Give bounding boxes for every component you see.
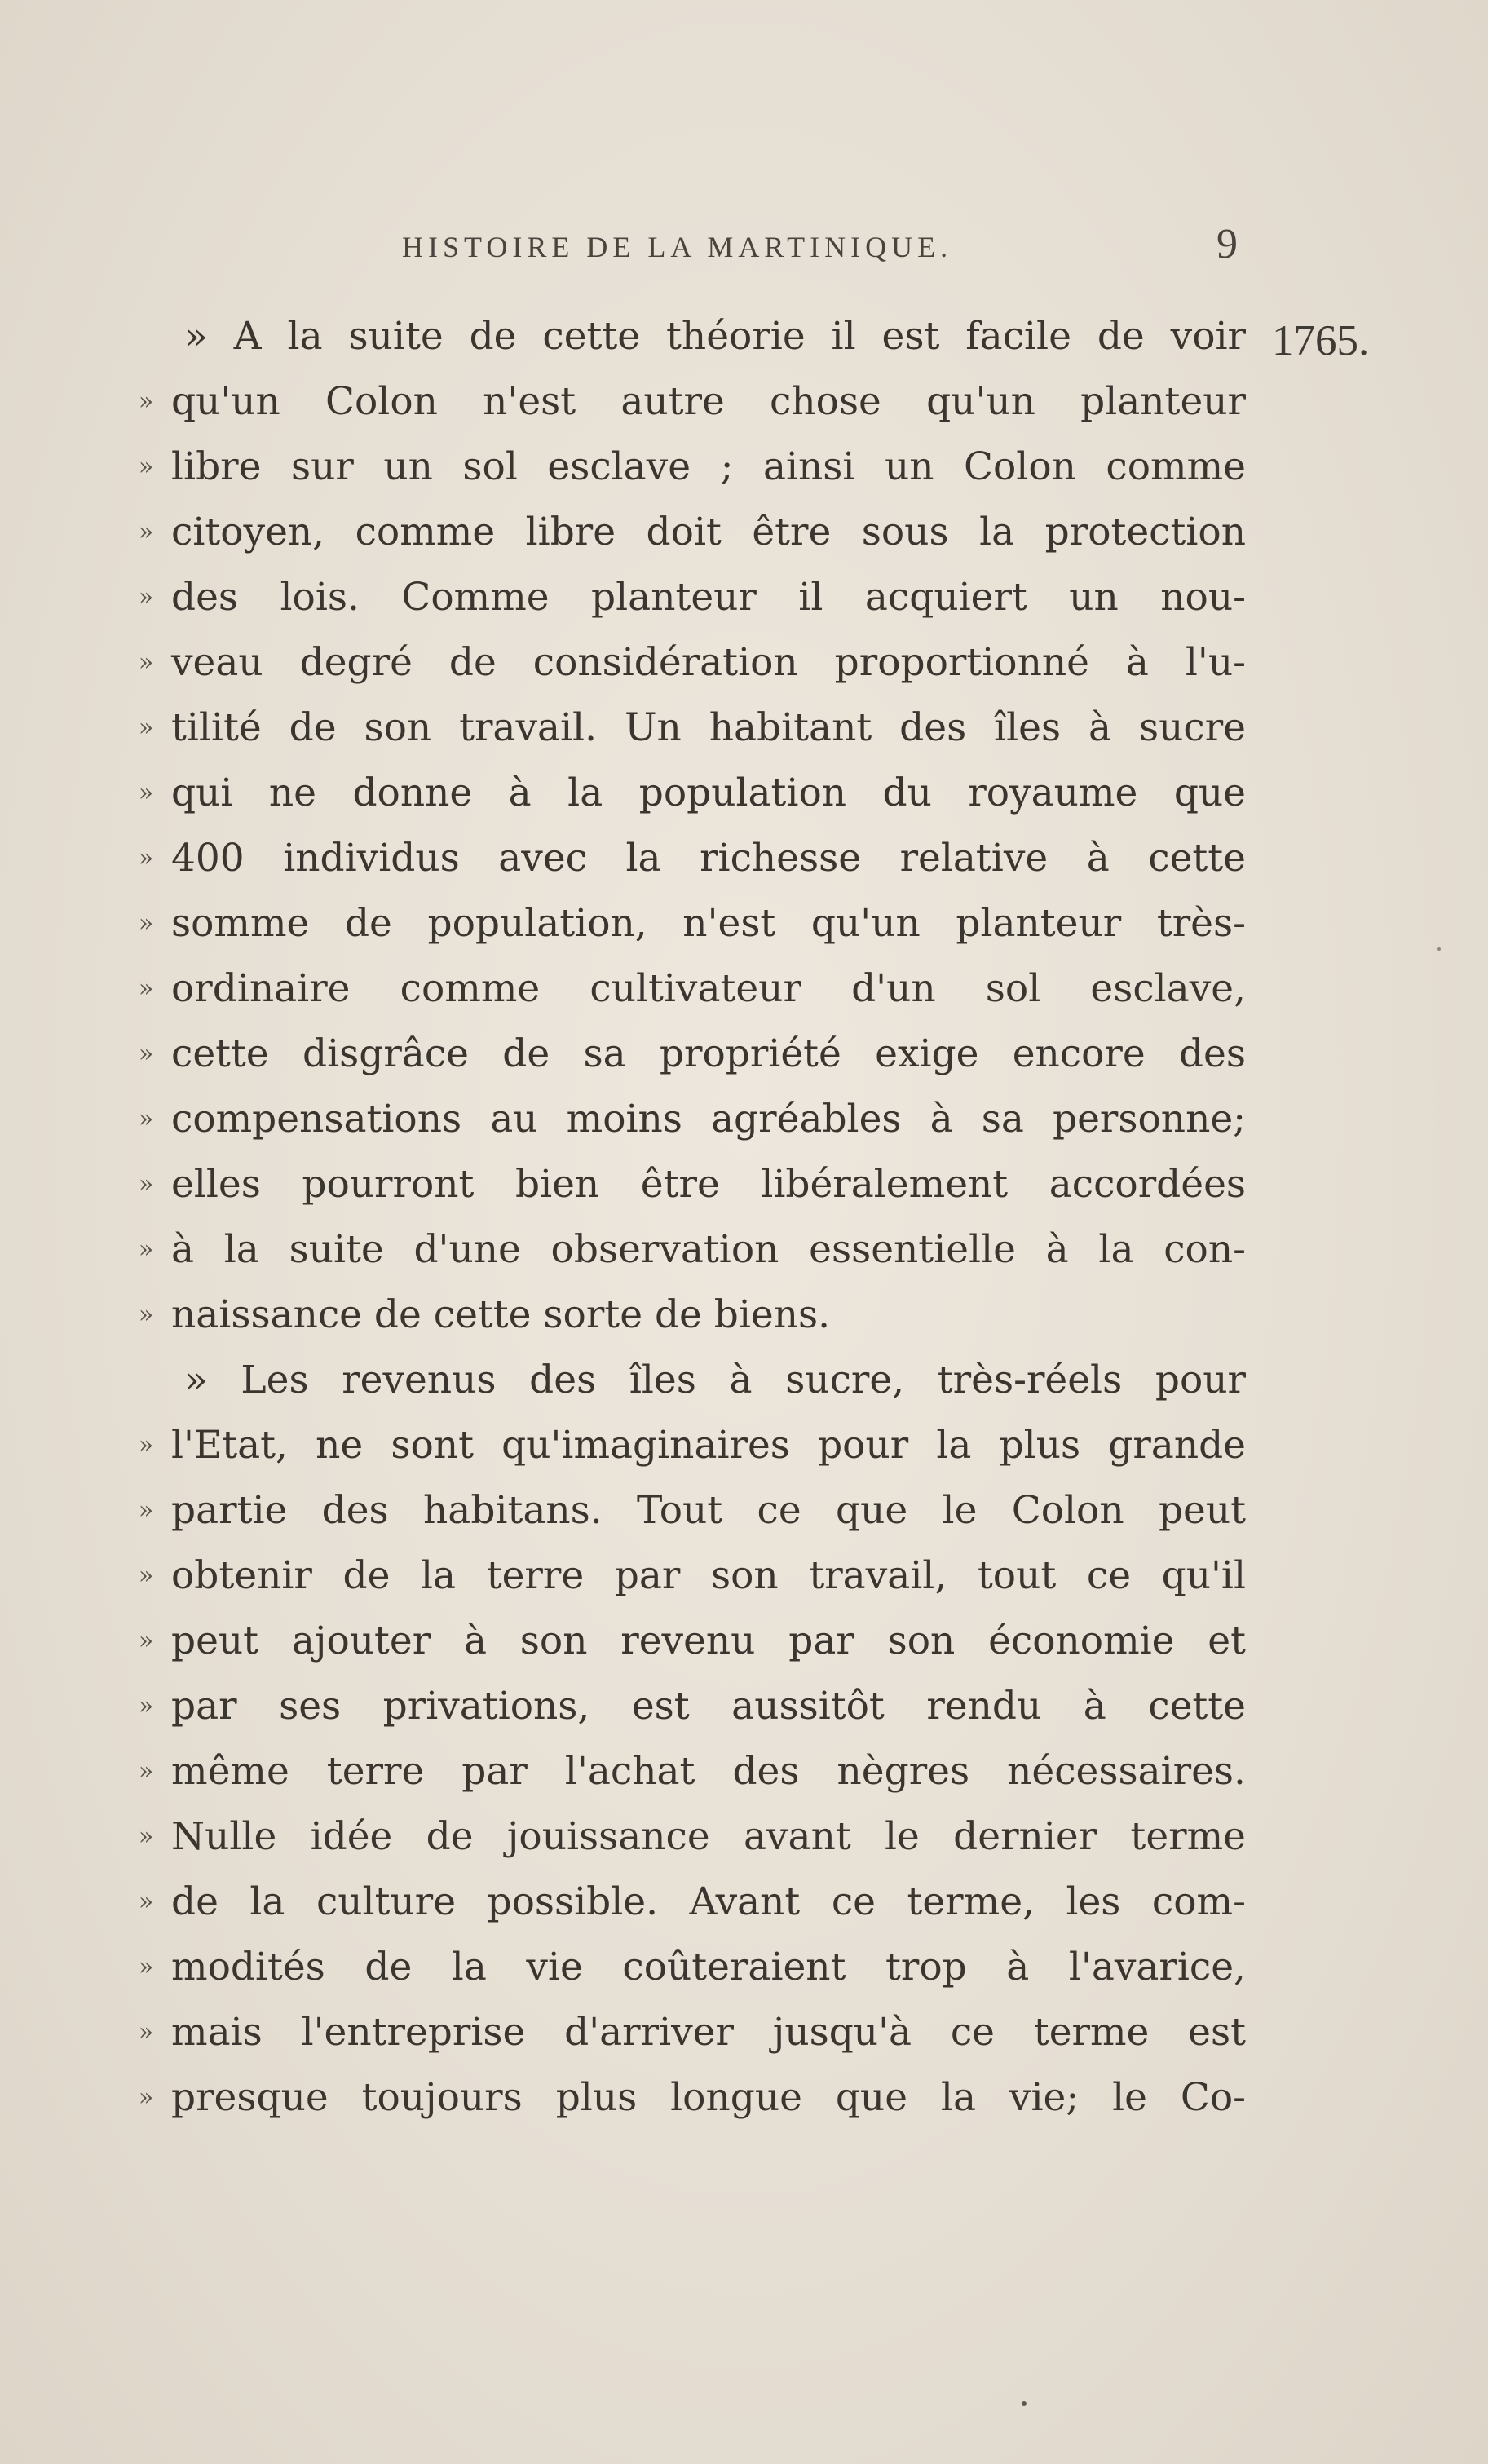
line-text: presque toujours plus longue que la vie; le Co- [171, 2074, 1246, 2120]
text-line [121, 1086, 1246, 1151]
quote-marker: » [138, 713, 154, 742]
quote-marker: » [138, 452, 154, 481]
text-line [121, 2064, 1246, 2130]
line-text: compensations au moins agréables à sa personne; [171, 1096, 1246, 1141]
line-text: veau degré de considération proportionné à l'u- [171, 639, 1246, 685]
line-text: de la culture possible. Avant ce terme, les com- [171, 1879, 1246, 1924]
text-line [121, 629, 1246, 695]
line-text: des lois. Comme planteur il acquiert un nou- [171, 574, 1246, 620]
text-line [121, 1412, 1246, 1477]
quote-marker: » [138, 843, 154, 872]
quote-marker: » [138, 1626, 154, 1655]
line-text: tilité de son travail. Un habitant des îles à sucre [171, 704, 1246, 750]
line-text: obtenir de la terre par son travail, tout ce qu'il [171, 1552, 1246, 1598]
quote-marker: » [138, 1887, 154, 1916]
text-line [121, 1738, 1246, 1804]
line-text: par ses privations, est aussitôt rendu à cette [171, 1683, 1246, 1729]
line-text: » A la suite de cette théorie il est facile de voir [184, 313, 1246, 359]
quote-marker: » [138, 1561, 154, 1590]
text-line [121, 1608, 1246, 1673]
page-number: 9 [1216, 221, 1238, 267]
quote-marker: » [138, 1234, 154, 1264]
quote-marker: » [138, 2082, 154, 2112]
text-line [121, 499, 1246, 564]
text-line [121, 1673, 1246, 1738]
line-text: elles pourront bien être libéralement accordées [171, 1161, 1246, 1207]
quote-marker: » [138, 386, 154, 416]
quote-marker: » [138, 1039, 154, 1068]
text-line [121, 1543, 1246, 1608]
quote-marker: » [138, 582, 154, 612]
quote-marker: » [138, 1756, 154, 1786]
line-text: Nulle idée de jouissance avant le dernier terme [171, 1813, 1246, 1859]
line-text: naissance de cette sorte de biens. [171, 1292, 831, 1337]
text-line [121, 890, 1246, 956]
quote-marker: » [138, 908, 154, 938]
line-text: peut ajouter à son revenu par son économie et [171, 1618, 1246, 1663]
line-text: » Les revenus des îles à sucre, très-réels pour [184, 1357, 1246, 1402]
quote-marker: » [138, 2017, 154, 2047]
text-line [121, 434, 1246, 499]
running-title: HISTOIRE DE LA MARTINIQUE. [402, 231, 953, 263]
text-line [121, 1021, 1246, 1086]
line-text: somme de population, n'est qu'un planteur très- [171, 900, 1246, 946]
quote-marker: » [138, 974, 154, 1003]
quote-marker: » [138, 1691, 154, 1720]
line-text: cette disgrâce de sa propriété exige encore des [171, 1031, 1246, 1076]
line-text: citoyen, comme libre doit être sous la protection [171, 509, 1246, 554]
text-line [121, 956, 1246, 1021]
line-text: libre sur un sol esclave ; ainsi un Colon comme [171, 444, 1246, 489]
quote-marker: » [138, 647, 154, 677]
text-line [121, 760, 1246, 825]
quote-marker: » [138, 1169, 154, 1199]
text-line [121, 369, 1246, 434]
text-line [121, 1934, 1246, 1999]
quote-marker: » [138, 1300, 154, 1329]
quote-marker: » [138, 1495, 154, 1525]
text-line [121, 564, 1246, 629]
line-text: partie des habitans. Tout ce que le Colon peut [171, 1487, 1246, 1533]
text-line [121, 1477, 1246, 1543]
quote-marker: » [138, 1430, 154, 1459]
text-line [121, 1999, 1246, 2064]
text-line [121, 1282, 1246, 1347]
quote-marker: » [138, 517, 154, 546]
line-text: l'Etat, ne sont qu'imaginaires pour la plus grande [171, 1422, 1246, 1468]
text-line [121, 1869, 1246, 1934]
line-text: 400 individus avec la richesse relative à cette [171, 835, 1246, 881]
line-text: qui ne donne à la population du royaume que [171, 770, 1246, 815]
text-line [121, 825, 1246, 890]
text-line [121, 695, 1246, 760]
line-text: même terre par l'achat des nègres nécessaires. [171, 1748, 1246, 1794]
body-text [121, 303, 1246, 2130]
line-text: mais l'entreprise d'arriver jusqu'à ce terme est [171, 2009, 1246, 2055]
quote-marker: » [138, 1952, 154, 1981]
line-text: ordinaire comme cultivateur d'un sol esclave, [171, 965, 1246, 1011]
quote-marker: » [138, 1104, 154, 1133]
line-text: à la suite d'une observation essentielle à la con- [171, 1226, 1246, 1272]
line-text: modités de la vie coûteraient trop à l'avarice, [171, 1944, 1246, 1989]
text-line [121, 1804, 1246, 1869]
paper-speck [1437, 947, 1441, 951]
text-line [121, 1217, 1246, 1282]
text-line [121, 303, 1246, 369]
margin-year: 1765. [1272, 317, 1370, 364]
line-text: qu'un Colon n'est autre chose qu'un planteur [171, 378, 1246, 424]
quote-marker: » [138, 778, 154, 807]
text-line [121, 1151, 1246, 1217]
text-line [121, 1347, 1246, 1412]
quote-marker: » [138, 1822, 154, 1851]
paper-speck [1022, 2401, 1027, 2406]
